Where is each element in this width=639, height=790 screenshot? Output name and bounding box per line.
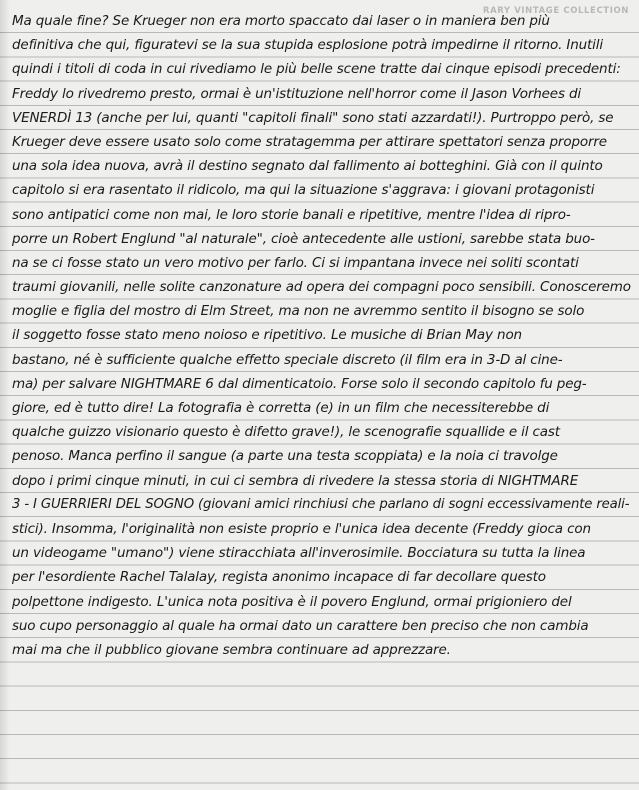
text-line-17: giore, ed è tutto dire! La fotografia è corretta (e) in un film che necessiterebbe di	[12, 400, 550, 416]
text-line-5: VENERDÌ 13 (anche per lui, quanti "capitoli finali" sono stati azzardati!). Purtroppo però, se	[12, 109, 614, 126]
text-line-13: moglie e figlia del mostro di Elm Street, ma non ne avremmo sentito il bisogno se solo	[12, 303, 585, 320]
text-line-18: qualche guizzo visionario questo è difetto grave!), le scenografie squallide e il cast	[12, 424, 560, 441]
text-line-22: stici). Insomma, l'originalità non esiste proprio e l'unica idea decente (Freddy gioca con	[12, 520, 591, 537]
text-line-24: per l'esordiente Rachel Talalay, regista anonimo incapace di far decollare questo	[12, 569, 546, 586]
text-line-12: traumi giovanili, nelle solite canzonature ad opera dei compagni poco sensibili. Conosceremo	[12, 279, 631, 296]
text-line-16: ma) per salvare NIGHTMARE 6 dal dimenticatoio. Forse solo il secondo capitolo fu peg-	[12, 375, 587, 392]
text-line-4: Freddy lo rivedremo presto, ormai è un'istituzione nell'horror come il Jason Vorhees di	[12, 85, 582, 102]
text-line-27: mai ma che il pubblico giovane sembra continuare ad apprezzare.	[12, 641, 451, 658]
text-line-21: 3 - I GUERRIERI DEL SOGNO (giovani amici rinchiusi che parlano di sogni eccessivamente reali-	[12, 496, 630, 512]
text-line-6: Krueger deve essere usato solo come stratagemma per attirare spettatori senza proporre	[12, 133, 607, 150]
text-line-14: il soggetto fosse stato meno noioso e ripetitivo. Le musiche di Brian May non	[12, 327, 522, 344]
text-line-1: Ma quale fine? Se Krueger non era morto spaccato dai laser o in maniera ben più	[12, 13, 550, 29]
text-line-26: suo cupo personaggio al quale ha ormai dato un carattere ben preciso che non cambia	[12, 617, 589, 634]
text-line-10: porre un Robert Englund "al naturale", cioè antecedente alle ustioni, sarebbe stata buo-	[12, 230, 595, 247]
text-line-7: una sola idea nuova, avrà il destino segnato dal fallimento ai botteghini. Già con il quinto	[12, 158, 603, 175]
text-line-15: bastano, né è sufficiente qualche effetto speciale discreto (il film era in 3-D al cine-	[12, 351, 563, 368]
text-line-20: dopo i primi cinque minuti, in cui ci sembra di rivedere la stessa storia di NIGHTMARE	[12, 472, 579, 489]
text-line-2: definitiva che qui, figuratevi se la sua stupida esplosione potrà impedirne il ritorno. Inutili	[12, 37, 603, 54]
text-line-23: un videogame "umano") viene stiracchiata all'inverosimile. Bocciatura su tutta la linea	[12, 545, 586, 562]
text-line-25: polpettone indigesto. L'unica nota positiva è il povero Englund, ormai prigioniero del	[12, 593, 572, 610]
watermark: RARY VINTAGE COLLECTION	[482, 6, 629, 16]
text-line-9: sono antipatici come non mai, le loro storie banali e ripetitive, mentre l'idea di ripro-	[12, 206, 571, 223]
text-line-19: penoso. Manca perfino il sangue (a parte una testa scoppiata) e la noia ci travolge	[12, 448, 558, 465]
text-line-11: na se ci fosse stato un vero motivo per farlo. Ci si impantana invece nei soliti scontati	[12, 254, 579, 271]
handwritten-text	[12, 9, 633, 662]
text-line-8: capitolo si era rasentato il ridicolo, ma qui la situazione s'aggrava: i giovani protagonisti	[12, 182, 595, 199]
text-line-3: quindi i titoli di coda in cui rivediamo le più belle scene tratte dai cinque episodi precedenti:	[12, 61, 621, 78]
